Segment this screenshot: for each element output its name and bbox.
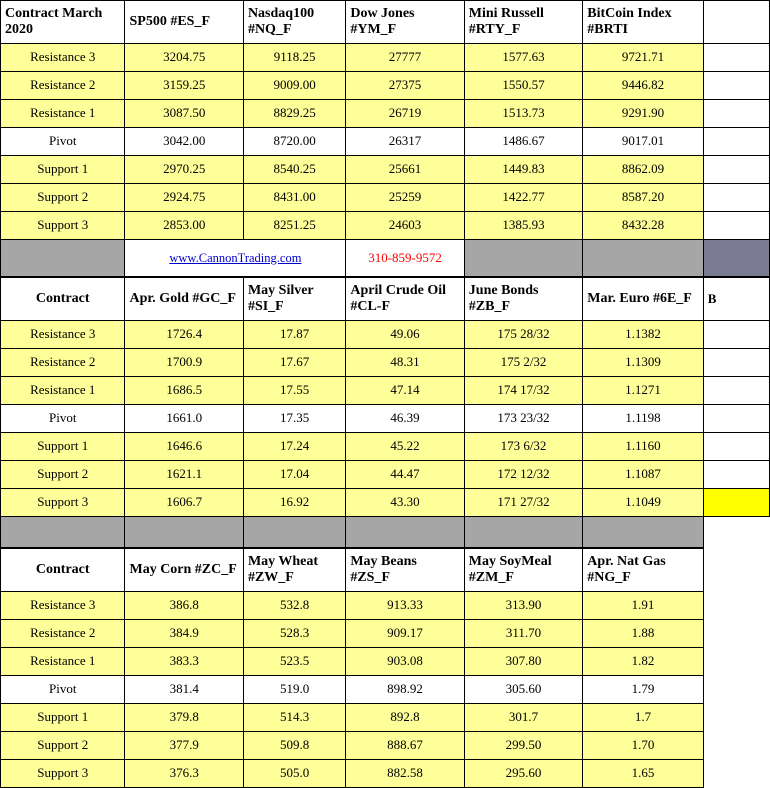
cell-value: 1.1087: [583, 461, 703, 489]
cell-value: 173 6/32: [464, 433, 582, 461]
band-filler: [464, 240, 582, 277]
cell-value: 8432.28: [583, 212, 703, 240]
cell-value: 2970.25: [125, 156, 243, 184]
column-header: April Crude Oil #CL-F: [346, 278, 464, 321]
cell-value: 16.92: [243, 489, 345, 517]
cell-value: 9118.25: [243, 44, 345, 72]
cell-value: 377.9: [125, 732, 243, 760]
band-filler: [1, 517, 125, 548]
cell-value: 1606.7: [125, 489, 243, 517]
cell-value: 528.3: [243, 620, 345, 648]
row-label: Pivot: [1, 676, 125, 704]
cell-value: 1700.9: [125, 349, 243, 377]
cell-value: 383.3: [125, 648, 243, 676]
cell-value: 172 12/32: [464, 461, 582, 489]
cell-value: 173 23/32: [464, 405, 582, 433]
cell-value: 376.3: [125, 760, 243, 788]
cell-value: 3087.50: [125, 100, 243, 128]
cell-value: 514.3: [243, 704, 345, 732]
cell-value: 8862.09: [583, 156, 703, 184]
column-header: [703, 1, 769, 44]
cell-value: 17.87: [243, 321, 345, 349]
cell-value: [703, 156, 769, 184]
cell-value: 25661: [346, 156, 464, 184]
cell-blank: [703, 592, 769, 620]
cell-value: 903.08: [346, 648, 464, 676]
cell-value: 295.60: [464, 760, 582, 788]
table-row: [1, 648, 770, 676]
column-header: May Wheat #ZW_F: [243, 549, 345, 592]
cell-value: 17.24: [243, 433, 345, 461]
cell-blank: [703, 620, 769, 648]
cell-value: 892.8: [346, 704, 464, 732]
row-label: Resistance 3: [1, 321, 125, 349]
cell-value: 888.67: [346, 732, 464, 760]
cell-value: 25259: [346, 184, 464, 212]
cell-value: [703, 128, 769, 156]
table-row: [1, 405, 770, 433]
cell-value: 9446.82: [583, 72, 703, 100]
cell-value: 1486.67: [464, 128, 582, 156]
cell-value: 299.50: [464, 732, 582, 760]
cell-value: 1.91: [583, 592, 703, 620]
cell-value: 26317: [346, 128, 464, 156]
table-title: Contract: [1, 549, 125, 592]
row-label: Pivot: [1, 405, 125, 433]
table-row: [1, 433, 770, 461]
cell-value: 8829.25: [243, 100, 345, 128]
cell-value: 9017.01: [583, 128, 703, 156]
cell-value: 379.8: [125, 704, 243, 732]
column-header: Apr. Gold #GC_F: [125, 278, 243, 321]
table-index-futures: [0, 0, 770, 277]
cell-value: 1.82: [583, 648, 703, 676]
cell-value: 8540.25: [243, 156, 345, 184]
cell-value: [703, 433, 769, 461]
cell-value: 48.31: [346, 349, 464, 377]
cell-value: [703, 405, 769, 433]
cell-value: 8587.20: [583, 184, 703, 212]
row-label: Resistance 3: [1, 592, 125, 620]
cell-value: 1.70: [583, 732, 703, 760]
cell-value: 17.67: [243, 349, 345, 377]
table-row: [1, 592, 770, 620]
cell-value: 1513.73: [464, 100, 582, 128]
row-label: Support 1: [1, 704, 125, 732]
cell-value: 305.60: [464, 676, 582, 704]
column-header: June Bonds #ZB_F: [464, 278, 582, 321]
cell-value: 1.88: [583, 620, 703, 648]
cell-value: 1726.4: [125, 321, 243, 349]
band-filler: [243, 517, 345, 548]
table-row: [1, 212, 770, 240]
cell-value: 1550.57: [464, 72, 582, 100]
website-link-text[interactable]: www.CannonTrading.com: [169, 250, 302, 265]
cell-value: 909.17: [346, 620, 464, 648]
cell-blank: [703, 760, 769, 788]
cell-value: 1.79: [583, 676, 703, 704]
cell-value: 17.35: [243, 405, 345, 433]
column-header: Dow Jones #YM_F: [346, 1, 464, 44]
column-header: May Beans #ZS_F: [346, 549, 464, 592]
row-label: Support 3: [1, 760, 125, 788]
band-filler-dark: [703, 240, 769, 277]
table-metals-energy-bonds: [0, 277, 770, 548]
cell-value: 1.65: [583, 760, 703, 788]
cell-value: 27375: [346, 72, 464, 100]
column-header-blank: [703, 549, 769, 592]
column-header: Mini Russell #RTY_F: [464, 1, 582, 44]
table-header-row: [1, 549, 770, 592]
cell-value: 175 28/32: [464, 321, 582, 349]
cell-value: 509.8: [243, 732, 345, 760]
cell-value: 1686.5: [125, 377, 243, 405]
band-filler: [583, 240, 703, 277]
row-label: Support 2: [1, 184, 125, 212]
cell-value: [703, 461, 769, 489]
band-filler: [346, 517, 464, 548]
column-header-extra: B: [703, 278, 769, 321]
cell-value: 9721.71: [583, 44, 703, 72]
cell-value: 46.39: [346, 405, 464, 433]
cell-value: 17.55: [243, 377, 345, 405]
cell-value: [703, 100, 769, 128]
table-row: [1, 461, 770, 489]
cell-value: 882.58: [346, 760, 464, 788]
cell-value: [703, 377, 769, 405]
cell-value: 2924.75: [125, 184, 243, 212]
table-grains-natgas: [0, 548, 770, 788]
cell-value: 913.33: [346, 592, 464, 620]
column-header: Nasdaq100 #NQ_F: [243, 1, 345, 44]
cell-value: 1422.77: [464, 184, 582, 212]
band-filler: [464, 517, 582, 548]
cell-value: 384.9: [125, 620, 243, 648]
row-label: Resistance 2: [1, 620, 125, 648]
table-row: [1, 100, 770, 128]
cell-value: 174 17/32: [464, 377, 582, 405]
row-label: Pivot: [1, 128, 125, 156]
cell-value: [703, 184, 769, 212]
row-label: Resistance 1: [1, 377, 125, 405]
cell-value: 1.7: [583, 704, 703, 732]
cell-value: 45.22: [346, 433, 464, 461]
table-row: [1, 676, 770, 704]
cell-value: 532.8: [243, 592, 345, 620]
cell-value: 307.80: [464, 648, 582, 676]
cell-value: 1621.1: [125, 461, 243, 489]
phone-cell: [346, 240, 464, 277]
cell-value: 9009.00: [243, 72, 345, 100]
cell-value: 3042.00: [125, 128, 243, 156]
row-label: Resistance 2: [1, 72, 125, 100]
table-row: [1, 489, 770, 517]
table-row: [1, 732, 770, 760]
cell-blank: [703, 704, 769, 732]
column-header: May Corn #ZC_F: [125, 549, 243, 592]
cell-value: 3159.25: [125, 72, 243, 100]
column-header: May SoyMeal #ZM_F: [464, 549, 582, 592]
cell-value: 44.47: [346, 461, 464, 489]
row-label: Resistance 2: [1, 349, 125, 377]
table-header-row: [1, 1, 770, 44]
cell-value: [703, 72, 769, 100]
cell-value: 2853.00: [125, 212, 243, 240]
cell-value: 1385.93: [464, 212, 582, 240]
column-header: SP500 #ES_F: [125, 1, 243, 44]
band-filler: [583, 517, 703, 548]
cell-value: 519.0: [243, 676, 345, 704]
cell-value: 1.1271: [583, 377, 703, 405]
cell-value: 8720.00: [243, 128, 345, 156]
cell-value: 1646.6: [125, 433, 243, 461]
table-row: [1, 760, 770, 788]
cell-value: 1.1198: [583, 405, 703, 433]
cell-value: 26719: [346, 100, 464, 128]
row-label: Support 1: [1, 156, 125, 184]
cell-value: 311.70: [464, 620, 582, 648]
row-label: Resistance 1: [1, 100, 125, 128]
table-title: Contract: [1, 278, 125, 321]
row-label: Resistance 1: [1, 648, 125, 676]
table-row: [1, 321, 770, 349]
column-header: BitCoin Index #BRTI: [583, 1, 703, 44]
cell-value: 171 27/32: [464, 489, 582, 517]
cell-value: 43.30: [346, 489, 464, 517]
table-header-row: [1, 278, 770, 321]
cell-blank: [703, 732, 769, 760]
cell-value: 523.5: [243, 648, 345, 676]
cell-value: 1.1382: [583, 321, 703, 349]
cell-value: 9291.90: [583, 100, 703, 128]
row-label: Support 1: [1, 433, 125, 461]
cell-value: 8251.25: [243, 212, 345, 240]
table-row: [1, 44, 770, 72]
cell-value: 27777: [346, 44, 464, 72]
row-label: Support 3: [1, 489, 125, 517]
cell-value: 8431.00: [243, 184, 345, 212]
cell-value: 381.4: [125, 676, 243, 704]
column-header: Apr. Nat Gas #NG_F: [583, 549, 703, 592]
phone-number-text: 310-859-9572: [368, 249, 442, 265]
cell-value: 175 2/32: [464, 349, 582, 377]
cell-value: [703, 212, 769, 240]
table-row: [1, 349, 770, 377]
band-filler-blank: [703, 517, 769, 548]
contact-band: [1, 240, 770, 277]
band-filler: [125, 517, 243, 548]
cell-value: 47.14: [346, 377, 464, 405]
row-label: Resistance 3: [1, 44, 125, 72]
table-row: [1, 377, 770, 405]
cell-value: 1449.83: [464, 156, 582, 184]
cell-value: 3204.75: [125, 44, 243, 72]
separator-band: [1, 517, 770, 548]
band-filler: [1, 240, 125, 277]
highlight-cell: [703, 489, 769, 517]
cell-value: 1.1309: [583, 349, 703, 377]
cell-value: 1.1160: [583, 433, 703, 461]
cell-value: 386.8: [125, 592, 243, 620]
row-label: Support 3: [1, 212, 125, 240]
table-row: [1, 704, 770, 732]
table-row: [1, 72, 770, 100]
cell-value: 301.7: [464, 704, 582, 732]
cell-value: 313.90: [464, 592, 582, 620]
table-row: [1, 128, 770, 156]
column-header: May Silver #SI_F: [243, 278, 345, 321]
cell-value: 1661.0: [125, 405, 243, 433]
cell-value: 17.04: [243, 461, 345, 489]
column-header: Mar. Euro #6E_F: [583, 278, 703, 321]
row-label: Support 2: [1, 461, 125, 489]
table-row: [1, 156, 770, 184]
website-link[interactable]: [125, 240, 346, 277]
cell-value: [703, 349, 769, 377]
cell-value: 24603: [346, 212, 464, 240]
row-label: Support 2: [1, 732, 125, 760]
cell-value: [703, 321, 769, 349]
table-row: [1, 620, 770, 648]
cell-value: 1.1049: [583, 489, 703, 517]
cell-blank: [703, 676, 769, 704]
cell-value: 49.06: [346, 321, 464, 349]
cell-value: 898.92: [346, 676, 464, 704]
table-row: [1, 184, 770, 212]
cell-value: 1577.63: [464, 44, 582, 72]
cell-blank: [703, 648, 769, 676]
cell-value: 505.0: [243, 760, 345, 788]
table-title: Contract March 2020: [1, 1, 125, 44]
cell-value: [703, 44, 769, 72]
